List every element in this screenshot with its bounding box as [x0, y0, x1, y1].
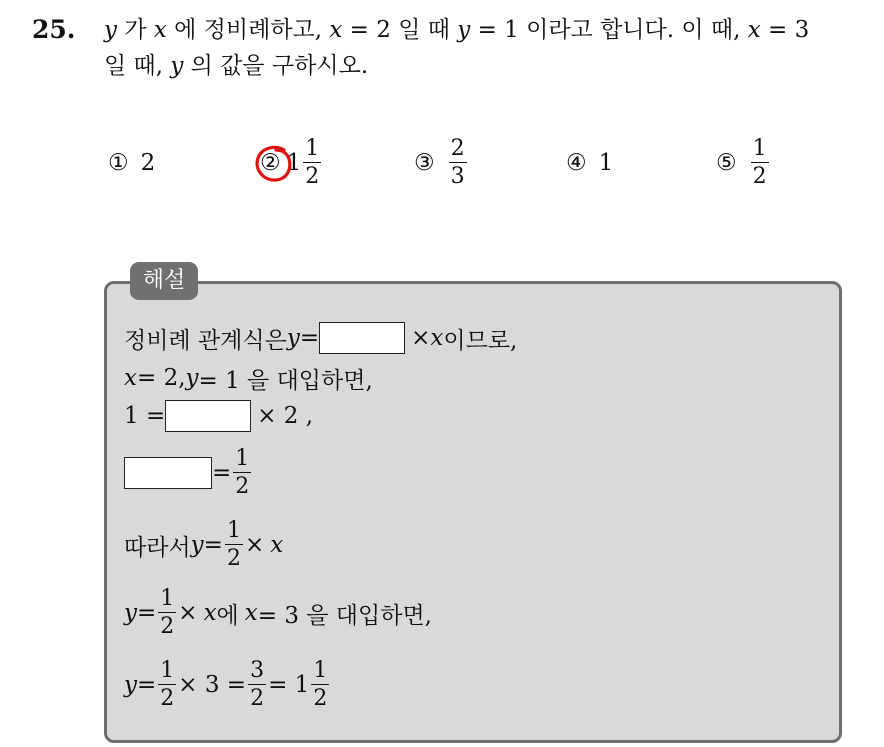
var-x: x — [747, 17, 761, 43]
text: = 3 — [760, 17, 810, 43]
var-y: y — [185, 365, 199, 391]
text: = 1 을 대입하면, — [198, 367, 373, 394]
var-x: x — [244, 600, 258, 626]
denominator: 2 — [305, 164, 320, 189]
denominator: 3 — [450, 164, 465, 189]
fraction — [158, 588, 176, 638]
solution-line-1 — [124, 318, 517, 358]
choice-1[interactable] — [108, 128, 155, 198]
text: = — [212, 460, 232, 486]
text: × 3 = — [178, 672, 247, 698]
text: = — [137, 672, 157, 698]
text: = 2 일 때 — [342, 17, 458, 43]
answer-choices — [108, 128, 808, 198]
choice-number-glyph: ② — [260, 150, 281, 176]
text: 이므로, — [443, 327, 518, 354]
denominator: 2 — [160, 686, 175, 711]
text: 따라서 — [124, 534, 191, 561]
numerator: 1 — [305, 136, 320, 161]
choice-number: ⑤ — [716, 150, 737, 176]
numerator: 1 — [752, 136, 767, 161]
choice-value: 1 — [598, 150, 614, 176]
numerator: 1 — [160, 586, 175, 611]
var-y: y — [170, 53, 184, 79]
text: = 2, — [136, 365, 186, 391]
text: = 1 — [268, 672, 310, 698]
text: = 1 이라고 합니다. 이 때, — [470, 17, 748, 43]
var-y: y — [124, 672, 137, 698]
text: 의 값을 구하시오. — [183, 53, 369, 79]
var-x: x — [329, 17, 343, 43]
numerator: 1 — [160, 658, 175, 683]
choice-fraction — [449, 138, 467, 188]
var-y: y — [124, 600, 137, 626]
text: = — [299, 325, 320, 351]
fraction — [233, 448, 251, 498]
denominator: 2 — [160, 614, 175, 639]
numerator: 2 — [450, 136, 465, 161]
text: 에 — [216, 602, 239, 629]
question-number: 25. — [32, 15, 76, 44]
fraction — [225, 520, 243, 570]
solution-line-2 — [124, 360, 373, 396]
solution-line-4 — [124, 440, 253, 506]
fraction — [311, 660, 329, 710]
numerator: 1 — [226, 518, 241, 543]
numerator: 3 — [250, 658, 265, 683]
fraction — [248, 660, 266, 710]
text: 가 — [117, 17, 154, 43]
denominator: 2 — [250, 686, 265, 711]
answer-blank-3[interactable] — [124, 457, 212, 489]
text: × 2 , — [257, 403, 314, 429]
choice-number: ④ — [566, 150, 587, 176]
var-y: y — [190, 532, 204, 558]
fraction — [158, 660, 176, 710]
var-x: x — [203, 600, 217, 626]
choice-fraction — [303, 138, 321, 188]
question-text-line-2 — [104, 48, 872, 84]
text: = — [137, 600, 157, 626]
question-text-line-1 — [104, 12, 872, 48]
text: 정비례 관계식은 — [124, 327, 287, 354]
solution-line-5 — [124, 512, 283, 578]
answer-blank-1[interactable] — [319, 322, 405, 354]
choice-number: ① — [108, 150, 129, 176]
text: 일 때, — [104, 53, 171, 79]
choice-whole: 1 — [286, 150, 302, 176]
var-x: x — [124, 365, 137, 391]
numerator: 1 — [313, 658, 328, 683]
denominator: 2 — [226, 546, 241, 571]
choice-2[interactable] — [260, 128, 323, 198]
denominator: 2 — [235, 474, 250, 499]
solution-label: 해설 — [130, 262, 198, 300]
problem — [32, 12, 872, 84]
var-x: x — [270, 532, 284, 558]
text: = 3 을 대입하면, — [257, 602, 432, 629]
numerator: 1 — [235, 446, 250, 471]
choice-number: ③ — [414, 150, 435, 176]
solution-line-3 — [124, 397, 313, 435]
text: 1 = — [124, 403, 166, 429]
var-x: x — [430, 325, 444, 351]
denominator: 2 — [313, 686, 328, 711]
choice-3[interactable] — [414, 128, 469, 198]
choice-4[interactable] — [566, 128, 613, 198]
text: × — [244, 532, 265, 558]
var-x: x — [153, 17, 167, 43]
solution-line-6 — [124, 580, 432, 646]
answer-blank-2[interactable] — [165, 400, 251, 432]
choice-fraction — [751, 138, 769, 188]
choice-5[interactable] — [716, 128, 771, 198]
text: × — [178, 600, 198, 626]
text: × — [411, 325, 431, 351]
choice-value: 2 — [140, 150, 156, 176]
denominator: 2 — [752, 164, 767, 189]
text: 에 정비례하고, — [166, 17, 330, 43]
var-y: y — [104, 17, 117, 43]
choice-number — [260, 150, 281, 176]
var-y: y — [286, 325, 300, 351]
var-y: y — [457, 17, 471, 43]
text: = — [203, 532, 223, 558]
solution-line-7 — [124, 652, 331, 718]
